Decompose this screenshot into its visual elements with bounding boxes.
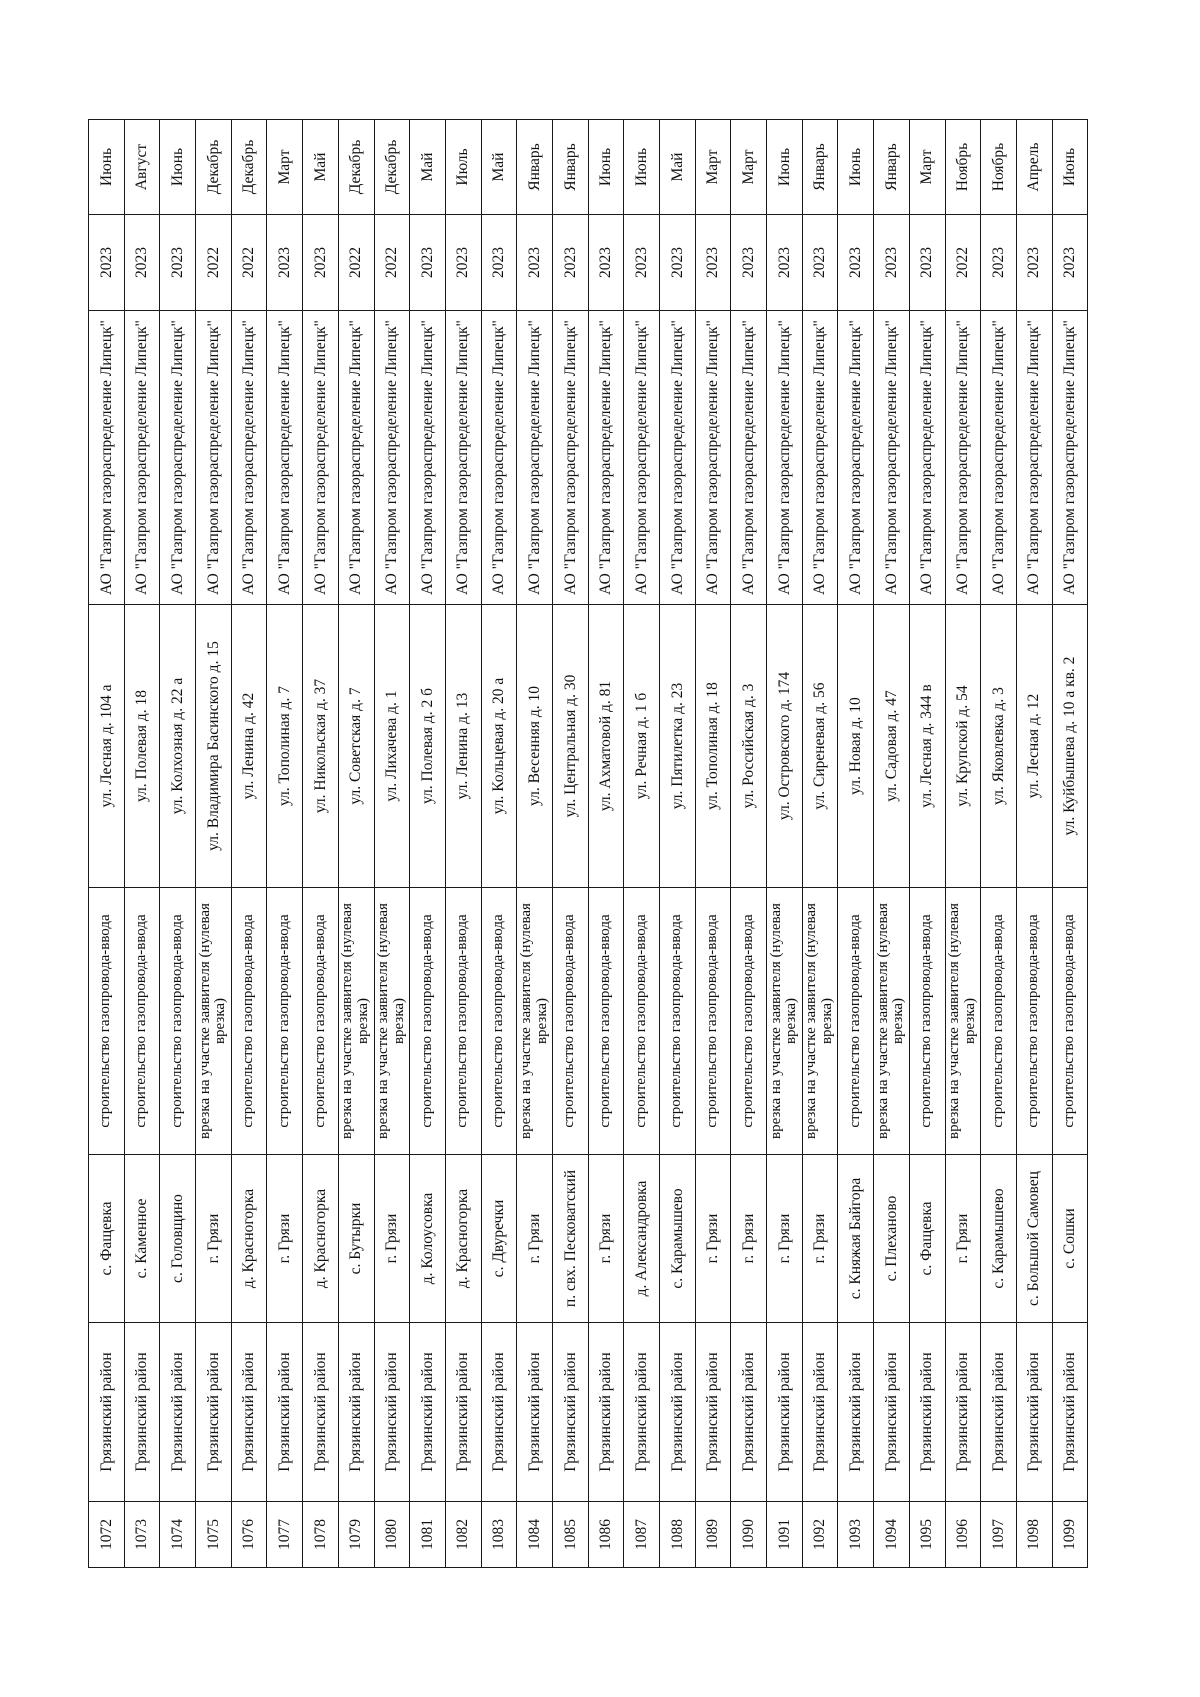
year-cell: 2022 bbox=[231, 215, 267, 311]
address-cell: ул. Весенняя д. 10 bbox=[517, 605, 553, 888]
work-type-cell: строительство газопровода-ввода bbox=[303, 888, 339, 1155]
organization-cell: АО "Газпром газораспределение Липецк" bbox=[624, 311, 660, 605]
row-number-cell: 1094 bbox=[874, 1502, 910, 1568]
table-row bbox=[89, 120, 125, 1568]
month-cell: Июнь bbox=[588, 120, 624, 215]
year-cell: 2023 bbox=[1052, 215, 1088, 311]
month-cell: Апрель bbox=[1016, 120, 1052, 215]
table-row bbox=[874, 120, 910, 1568]
district-cell: Грязинский район bbox=[909, 1323, 945, 1502]
address-cell: ул. Сиреневая д. 56 bbox=[802, 605, 838, 888]
locality-cell: д. Красногорка bbox=[231, 1155, 267, 1323]
row-number-cell: 1092 bbox=[802, 1502, 838, 1568]
organization-cell: АО "Газпром газораспределение Липецк" bbox=[267, 311, 303, 605]
year-cell: 2023 bbox=[1016, 215, 1052, 311]
district-cell: Грязинский район bbox=[374, 1323, 410, 1502]
year-cell: 2023 bbox=[89, 215, 125, 311]
organization-cell: АО "Газпром газораспределение Липецк" bbox=[338, 311, 374, 605]
address-cell: ул. Советская д. 7 bbox=[338, 605, 374, 888]
year-cell: 2023 bbox=[160, 215, 196, 311]
table-row bbox=[231, 120, 267, 1568]
locality-cell: с. Фащевка bbox=[89, 1155, 125, 1323]
work-type-cell: строительство газопровода-ввода bbox=[695, 888, 731, 1155]
district-cell: Грязинский район bbox=[874, 1323, 910, 1502]
month-cell: Ноябрь bbox=[981, 120, 1017, 215]
month-cell: Декабрь bbox=[338, 120, 374, 215]
locality-cell: с. Карамышево bbox=[660, 1155, 696, 1323]
month-cell: Январь bbox=[874, 120, 910, 215]
address-cell: ул. Ленина д. 13 bbox=[445, 605, 481, 888]
work-type-cell: врезка на участке заявителя (нулевая врезка) bbox=[767, 888, 803, 1155]
organization-cell: АО "Газпром газораспределение Липецк" bbox=[481, 311, 517, 605]
district-cell: Грязинский район bbox=[517, 1323, 553, 1502]
locality-cell: г. Грязи bbox=[588, 1155, 624, 1323]
year-cell: 2023 bbox=[410, 215, 446, 311]
month-cell: Декабрь bbox=[196, 120, 232, 215]
organization-cell: АО "Газпром газораспределение Липецк" bbox=[552, 311, 588, 605]
locality-cell: г. Грязи bbox=[374, 1155, 410, 1323]
district-cell: Грязинский район bbox=[481, 1323, 517, 1502]
row-number-cell: 1088 bbox=[660, 1502, 696, 1568]
locality-cell: с. Большой Самовец bbox=[1016, 1155, 1052, 1323]
month-cell: Январь bbox=[517, 120, 553, 215]
table-row bbox=[196, 120, 232, 1568]
row-number-cell: 1090 bbox=[731, 1502, 767, 1568]
address-cell: ул. Владимира Басинского д. 15 bbox=[196, 605, 232, 888]
district-cell: Грязинский район bbox=[445, 1323, 481, 1502]
locality-cell: д. Александровка bbox=[624, 1155, 660, 1323]
work-type-cell: врезка на участке заявителя (нулевая врезка) bbox=[802, 888, 838, 1155]
table-row bbox=[1052, 120, 1088, 1568]
district-cell: Грязинский район bbox=[731, 1323, 767, 1502]
row-number-cell: 1087 bbox=[624, 1502, 660, 1568]
table-row bbox=[124, 120, 160, 1568]
organization-cell: АО "Газпром газораспределение Липецк" bbox=[89, 311, 125, 605]
address-cell: ул. Речная д. 1 б bbox=[624, 605, 660, 888]
work-type-cell: строительство газопровода-ввода bbox=[660, 888, 696, 1155]
address-cell: ул. Куйбышева д. 10 а кв. 2 bbox=[1052, 605, 1088, 888]
district-cell: Грязинский район bbox=[231, 1323, 267, 1502]
locality-cell: с. Бутырки bbox=[338, 1155, 374, 1323]
table-row bbox=[695, 120, 731, 1568]
work-type-cell: врезка на участке заявителя (нулевая врезка) bbox=[517, 888, 553, 1155]
row-number-cell: 1078 bbox=[303, 1502, 339, 1568]
work-type-cell: строительство газопровода-ввода bbox=[89, 888, 125, 1155]
locality-cell: с. Двуречки bbox=[481, 1155, 517, 1323]
year-cell: 2023 bbox=[802, 215, 838, 311]
row-number-cell: 1079 bbox=[338, 1502, 374, 1568]
row-number-cell: 1086 bbox=[588, 1502, 624, 1568]
work-type-cell: строительство газопровода-ввода bbox=[1052, 888, 1088, 1155]
organization-cell: АО "Газпром газораспределение Липецк" bbox=[838, 311, 874, 605]
row-number-cell: 1083 bbox=[481, 1502, 517, 1568]
month-cell: Март bbox=[909, 120, 945, 215]
district-cell: Грязинский район bbox=[1016, 1323, 1052, 1502]
organization-cell: АО "Газпром газораспределение Липецк" bbox=[731, 311, 767, 605]
row-number-cell: 1093 bbox=[838, 1502, 874, 1568]
address-cell: ул. Тополиная д. 7 bbox=[267, 605, 303, 888]
locality-cell: с. Головщино bbox=[160, 1155, 196, 1323]
work-type-cell: врезка на участке заявителя (нулевая врезка) bbox=[338, 888, 374, 1155]
year-cell: 2022 bbox=[196, 215, 232, 311]
organization-cell: АО "Газпром газораспределение Липецк" bbox=[660, 311, 696, 605]
row-number-cell: 1096 bbox=[945, 1502, 981, 1568]
year-cell: 2023 bbox=[731, 215, 767, 311]
month-cell: Август bbox=[124, 120, 160, 215]
address-cell: ул. Полевая д. 18 bbox=[124, 605, 160, 888]
year-cell: 2023 bbox=[552, 215, 588, 311]
month-cell: Ноябрь bbox=[945, 120, 981, 215]
organization-cell: АО "Газпром газораспределение Липецк" bbox=[196, 311, 232, 605]
work-type-cell: строительство газопровода-ввода bbox=[838, 888, 874, 1155]
year-cell: 2023 bbox=[588, 215, 624, 311]
work-type-cell: строительство газопровода-ввода bbox=[552, 888, 588, 1155]
locality-cell: с. Фащевка bbox=[909, 1155, 945, 1323]
address-cell: ул. Российская д. 3 bbox=[731, 605, 767, 888]
row-number-cell: 1084 bbox=[517, 1502, 553, 1568]
month-cell: Май bbox=[303, 120, 339, 215]
year-cell: 2023 bbox=[838, 215, 874, 311]
organization-cell: АО "Газпром газораспределение Липецк" bbox=[374, 311, 410, 605]
table-row bbox=[909, 120, 945, 1568]
row-number-cell: 1073 bbox=[124, 1502, 160, 1568]
year-cell: 2023 bbox=[481, 215, 517, 311]
organization-cell: АО "Газпром газораспределение Липецк" bbox=[909, 311, 945, 605]
organization-cell: АО "Газпром газораспределение Липецк" bbox=[874, 311, 910, 605]
locality-cell: д. Красногорка bbox=[445, 1155, 481, 1323]
work-type-cell: строительство газопровода-ввода bbox=[410, 888, 446, 1155]
row-number-cell: 1099 bbox=[1052, 1502, 1088, 1568]
work-type-cell: строительство газопровода-ввода bbox=[124, 888, 160, 1155]
work-type-cell: строительство газопровода-ввода bbox=[981, 888, 1017, 1155]
organization-cell: АО "Газпром газораспределение Липецк" bbox=[695, 311, 731, 605]
district-cell: Грязинский район bbox=[338, 1323, 374, 1502]
address-cell: ул. Тополиная д. 18 bbox=[695, 605, 731, 888]
row-number-cell: 1072 bbox=[89, 1502, 125, 1568]
gas-connection-register-table bbox=[88, 119, 1088, 1568]
organization-cell: АО "Газпром газораспределение Липецк" bbox=[1016, 311, 1052, 605]
month-cell: Март bbox=[731, 120, 767, 215]
month-cell: Январь bbox=[552, 120, 588, 215]
year-cell: 2023 bbox=[874, 215, 910, 311]
district-cell: Грязинский район bbox=[196, 1323, 232, 1502]
month-cell: Май bbox=[481, 120, 517, 215]
district-cell: Грязинский район bbox=[660, 1323, 696, 1502]
month-cell: Июнь bbox=[160, 120, 196, 215]
address-cell: ул. Садовая д. 47 bbox=[874, 605, 910, 888]
address-cell: ул. Никольская д. 37 bbox=[303, 605, 339, 888]
organization-cell: АО "Газпром газораспределение Липецк" bbox=[945, 311, 981, 605]
district-cell: Грязинский район bbox=[802, 1323, 838, 1502]
row-number-cell: 1082 bbox=[445, 1502, 481, 1568]
district-cell: Грязинский район bbox=[767, 1323, 803, 1502]
year-cell: 2022 bbox=[945, 215, 981, 311]
locality-cell: с. Плеханово bbox=[874, 1155, 910, 1323]
organization-cell: АО "Газпром газораспределение Липецк" bbox=[767, 311, 803, 605]
locality-cell: г. Грязи bbox=[802, 1155, 838, 1323]
organization-cell: АО "Газпром газораспределение Липецк" bbox=[410, 311, 446, 605]
address-cell: ул. Полевая д. 2 б bbox=[410, 605, 446, 888]
organization-cell: АО "Газпром газораспределение Липецк" bbox=[303, 311, 339, 605]
locality-cell: п. свх. Песковатский bbox=[552, 1155, 588, 1323]
row-number-cell: 1080 bbox=[374, 1502, 410, 1568]
address-cell: ул. Колхозная д. 22 а bbox=[160, 605, 196, 888]
locality-cell: г. Грязи bbox=[267, 1155, 303, 1323]
work-type-cell: строительство газопровода-ввода bbox=[231, 888, 267, 1155]
month-cell: Май bbox=[410, 120, 446, 215]
organization-cell: АО "Газпром газораспределение Липецк" bbox=[160, 311, 196, 605]
table-row bbox=[481, 120, 517, 1568]
address-cell: ул. Лесная д. 104 а bbox=[89, 605, 125, 888]
district-cell: Грязинский район bbox=[838, 1323, 874, 1502]
table-row bbox=[767, 120, 803, 1568]
year-cell: 2023 bbox=[445, 215, 481, 311]
organization-cell: АО "Газпром газораспределение Липецк" bbox=[802, 311, 838, 605]
year-cell: 2023 bbox=[517, 215, 553, 311]
locality-cell: г. Грязи bbox=[517, 1155, 553, 1323]
work-type-cell: строительство газопровода-ввода bbox=[588, 888, 624, 1155]
year-cell: 2023 bbox=[909, 215, 945, 311]
address-cell: ул. Лесная д. 344 в bbox=[909, 605, 945, 888]
address-cell: ул. Центральная д. 30 bbox=[552, 605, 588, 888]
table-row bbox=[303, 120, 339, 1568]
table-row bbox=[410, 120, 446, 1568]
organization-cell: АО "Газпром газораспределение Липецк" bbox=[588, 311, 624, 605]
year-cell: 2023 bbox=[624, 215, 660, 311]
row-number-cell: 1077 bbox=[267, 1502, 303, 1568]
table-row bbox=[338, 120, 374, 1568]
work-type-cell: врезка на участке заявителя (нулевая врезка) bbox=[945, 888, 981, 1155]
year-cell: 2023 bbox=[695, 215, 731, 311]
table-row bbox=[374, 120, 410, 1568]
district-cell: Грязинский район bbox=[695, 1323, 731, 1502]
table-body bbox=[89, 120, 1088, 1568]
month-cell: Июнь bbox=[89, 120, 125, 215]
district-cell: Грязинский район bbox=[267, 1323, 303, 1502]
district-cell: Грязинский район bbox=[1052, 1323, 1088, 1502]
year-cell: 2022 bbox=[338, 215, 374, 311]
row-number-cell: 1095 bbox=[909, 1502, 945, 1568]
month-cell: Май bbox=[660, 120, 696, 215]
row-number-cell: 1075 bbox=[196, 1502, 232, 1568]
month-cell: Март bbox=[695, 120, 731, 215]
locality-cell: д. Колоусовка bbox=[410, 1155, 446, 1323]
year-cell: 2023 bbox=[981, 215, 1017, 311]
month-cell: Декабрь bbox=[374, 120, 410, 215]
table-row bbox=[588, 120, 624, 1568]
table-row bbox=[731, 120, 767, 1568]
work-type-cell: строительство газопровода-ввода bbox=[160, 888, 196, 1155]
table-row bbox=[660, 120, 696, 1568]
month-cell: Июнь bbox=[1052, 120, 1088, 215]
locality-cell: с. Карамышево bbox=[981, 1155, 1017, 1323]
row-number-cell: 1081 bbox=[410, 1502, 446, 1568]
row-number-cell: 1074 bbox=[160, 1502, 196, 1568]
year-cell: 2023 bbox=[124, 215, 160, 311]
year-cell: 2023 bbox=[767, 215, 803, 311]
year-cell: 2023 bbox=[660, 215, 696, 311]
organization-cell: АО "Газпром газораспределение Липецк" bbox=[445, 311, 481, 605]
table-row bbox=[802, 120, 838, 1568]
locality-cell: д. Красногорка bbox=[303, 1155, 339, 1323]
month-cell: Январь bbox=[802, 120, 838, 215]
work-type-cell: строительство газопровода-ввода bbox=[1016, 888, 1052, 1155]
table-row bbox=[981, 120, 1017, 1568]
table-row bbox=[160, 120, 196, 1568]
organization-cell: АО "Газпром газораспределение Липецк" bbox=[517, 311, 553, 605]
address-cell: ул. Яковлевка д. 3 bbox=[981, 605, 1017, 888]
row-number-cell: 1085 bbox=[552, 1502, 588, 1568]
address-cell: ул. Островского д. 174 bbox=[767, 605, 803, 888]
table-row bbox=[838, 120, 874, 1568]
table-row bbox=[624, 120, 660, 1568]
locality-cell: г. Грязи bbox=[196, 1155, 232, 1323]
row-number-cell: 1098 bbox=[1016, 1502, 1052, 1568]
month-cell: Июнь bbox=[624, 120, 660, 215]
district-cell: Грязинский район bbox=[303, 1323, 339, 1502]
table-row bbox=[945, 120, 981, 1568]
district-cell: Грязинский район bbox=[945, 1323, 981, 1502]
district-cell: Грязинский район bbox=[624, 1323, 660, 1502]
district-cell: Грязинский район bbox=[160, 1323, 196, 1502]
address-cell: ул. Лихачева д. 1 bbox=[374, 605, 410, 888]
district-cell: Грязинский район bbox=[588, 1323, 624, 1502]
row-number-cell: 1097 bbox=[981, 1502, 1017, 1568]
work-type-cell: строительство газопровода-ввода bbox=[909, 888, 945, 1155]
year-cell: 2022 bbox=[374, 215, 410, 311]
organization-cell: АО "Газпром газораспределение Липецк" bbox=[231, 311, 267, 605]
district-cell: Грязинский район bbox=[410, 1323, 446, 1502]
work-type-cell: строительство газопровода-ввода bbox=[445, 888, 481, 1155]
month-cell: Июнь bbox=[838, 120, 874, 215]
table-row bbox=[517, 120, 553, 1568]
district-cell: Грязинский район bbox=[552, 1323, 588, 1502]
locality-cell: г. Грязи bbox=[767, 1155, 803, 1323]
organization-cell: АО "Газпром газораспределение Липецк" bbox=[124, 311, 160, 605]
work-type-cell: строительство газопровода-ввода bbox=[267, 888, 303, 1155]
table-row bbox=[552, 120, 588, 1568]
locality-cell: с. Сошки bbox=[1052, 1155, 1088, 1323]
organization-cell: АО "Газпром газораспределение Липецк" bbox=[981, 311, 1017, 605]
locality-cell: г. Грязи bbox=[945, 1155, 981, 1323]
locality-cell: г. Грязи bbox=[695, 1155, 731, 1323]
address-cell: ул. Новая д. 10 bbox=[838, 605, 874, 888]
locality-cell: г. Грязи bbox=[731, 1155, 767, 1323]
district-cell: Грязинский район bbox=[89, 1323, 125, 1502]
address-cell: ул. Ахматовой д. 81 bbox=[588, 605, 624, 888]
work-type-cell: врезка на участке заявителя (нулевая врезка) bbox=[374, 888, 410, 1155]
year-cell: 2023 bbox=[303, 215, 339, 311]
row-number-cell: 1091 bbox=[767, 1502, 803, 1568]
work-type-cell: строительство газопровода-ввода bbox=[624, 888, 660, 1155]
work-type-cell: строительство газопровода-ввода bbox=[481, 888, 517, 1155]
row-number-cell: 1089 bbox=[695, 1502, 731, 1568]
address-cell: ул. Ленина д. 42 bbox=[231, 605, 267, 888]
address-cell: ул. Кольцевая д. 20 а bbox=[481, 605, 517, 888]
address-cell: ул. Лесная д. 12 bbox=[1016, 605, 1052, 888]
locality-cell: с. Каменное bbox=[124, 1155, 160, 1323]
table-row bbox=[445, 120, 481, 1568]
month-cell: Июль bbox=[445, 120, 481, 215]
work-type-cell: строительство газопровода-ввода bbox=[731, 888, 767, 1155]
district-cell: Грязинский район bbox=[981, 1323, 1017, 1502]
year-cell: 2023 bbox=[267, 215, 303, 311]
row-number-cell: 1076 bbox=[231, 1502, 267, 1568]
address-cell: ул. Пятилетка д. 23 bbox=[660, 605, 696, 888]
month-cell: Декабрь bbox=[231, 120, 267, 215]
district-cell: Грязинский район bbox=[124, 1323, 160, 1502]
work-type-cell: врезка на участке заявителя (нулевая врезка) bbox=[874, 888, 910, 1155]
month-cell: Март bbox=[267, 120, 303, 215]
table-row bbox=[267, 120, 303, 1568]
month-cell: Июнь bbox=[767, 120, 803, 215]
organization-cell: АО "Газпром газораспределение Липецк" bbox=[1052, 311, 1088, 605]
table-row bbox=[1016, 120, 1052, 1568]
work-type-cell: врезка на участке заявителя (нулевая врезка) bbox=[196, 888, 232, 1155]
locality-cell: с. Княжая Байгора bbox=[838, 1155, 874, 1323]
rotated-table-wrapper bbox=[88, 120, 1088, 1568]
address-cell: ул. Крупской д. 54 bbox=[945, 605, 981, 888]
